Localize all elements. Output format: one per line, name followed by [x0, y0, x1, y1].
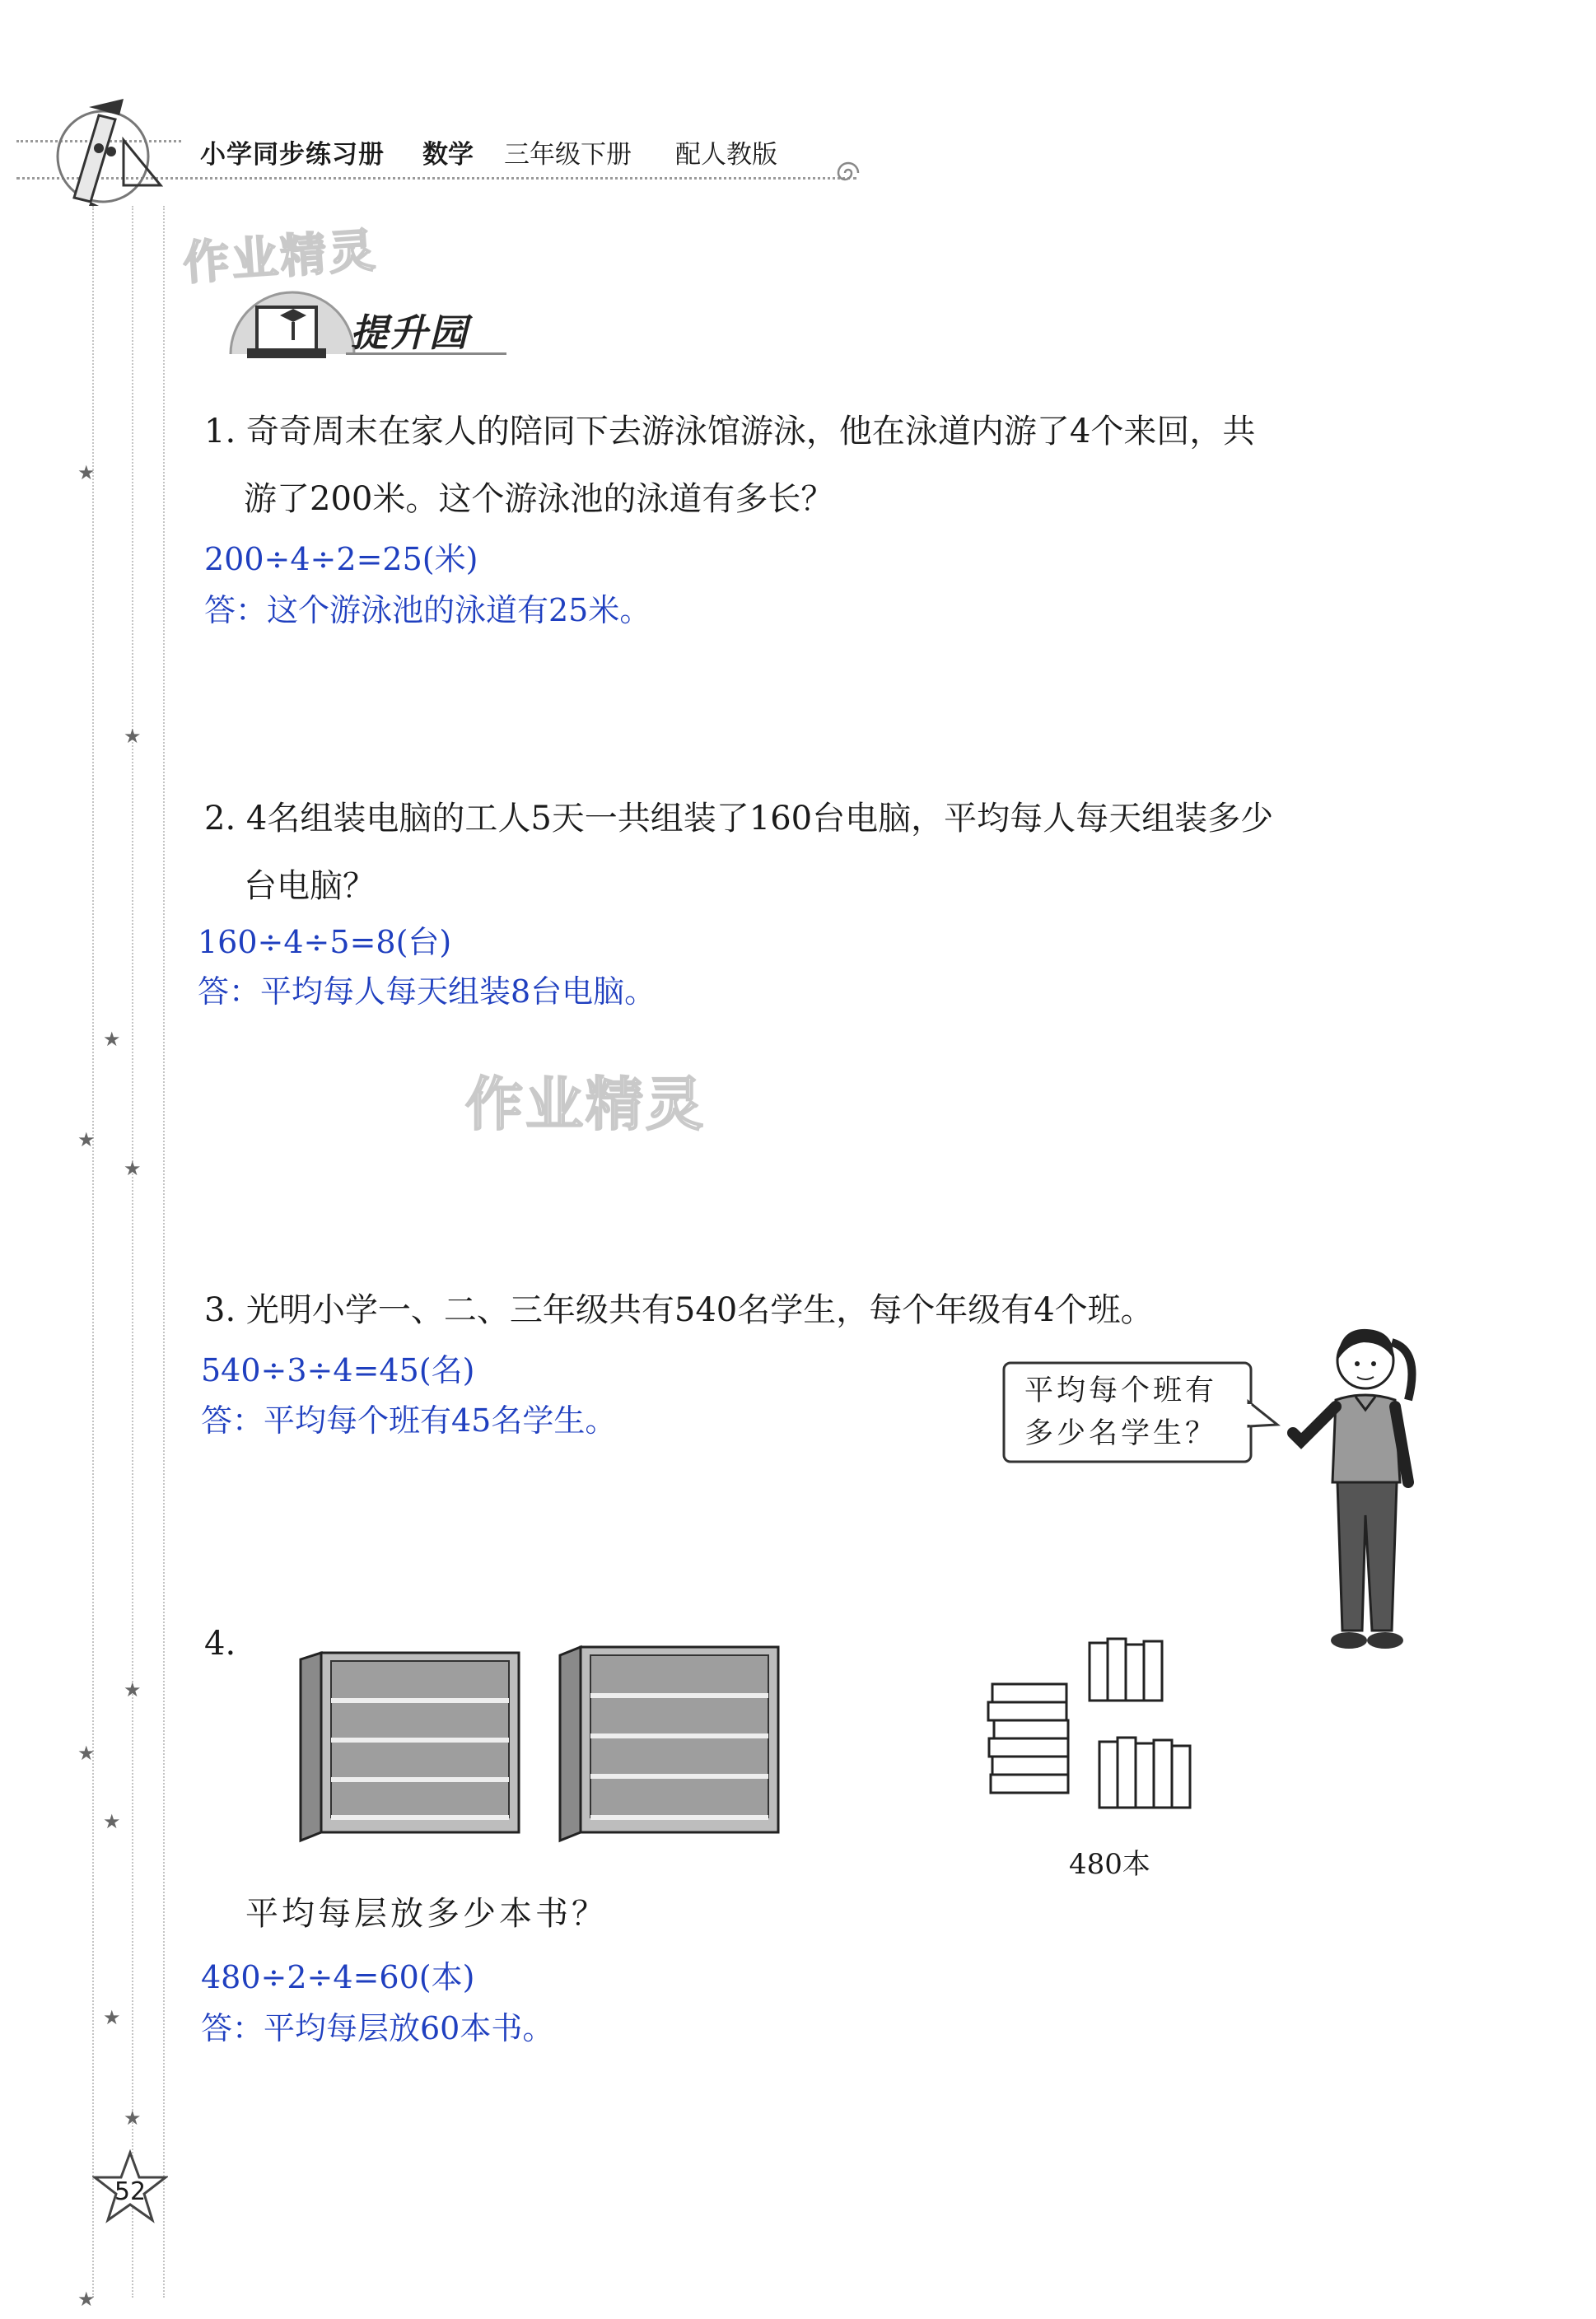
bubble-line-1: 平均每个班有	[1024, 1374, 1218, 1407]
star-icon: ★	[124, 725, 142, 748]
star-icon: ★	[77, 1128, 96, 1151]
question-3-answer: 答：平均每个班有45名学生。	[201, 1402, 617, 1439]
question-4-formula: 480÷2÷4=60(本)	[201, 1959, 475, 1995]
star-icon: ★	[103, 2006, 121, 2029]
star-icon: ★	[103, 1028, 121, 1051]
question-2-answer: 答：平均每人每天组装8台电脑。	[198, 973, 656, 1010]
question-1-line-1: 1. 奇奇周末在家人的陪同下去游泳馆游泳，他在泳道内游了4个来回，共	[204, 413, 1256, 450]
section-title: 提升园	[350, 310, 469, 355]
question-1-formula: 200÷4÷2=25(米)	[204, 541, 478, 577]
page-number: 52	[114, 2177, 147, 2206]
star-icon: ★	[124, 1157, 142, 1180]
subject-label: 数学	[422, 140, 474, 170]
bookshelf-right	[560, 1647, 778, 1841]
margin-dotted-line	[163, 206, 165, 2298]
margin-dotted-line	[92, 206, 94, 2298]
question-2-line-1: 2. 4名组装电脑的工人5天一共组装了160台电脑，平均每人每天组装多少	[204, 800, 1274, 838]
star-icon: ★	[77, 1742, 96, 1765]
star-icon: ★	[124, 2107, 142, 2130]
girl-figure	[1285, 1318, 1433, 1663]
grade-label: 三年级下册	[504, 140, 632, 170]
swirl-icon	[832, 156, 865, 189]
edition-label: 配人教版	[675, 140, 777, 170]
star-icon: ★	[103, 1810, 121, 1833]
books-caption: 480本	[1069, 1848, 1150, 1881]
question-1-line-2: 游了200米。这个游泳池的泳道有多长？	[244, 480, 834, 518]
pencil-mascot-icon	[25, 82, 189, 206]
star-icon: ★	[124, 1678, 142, 1701]
bookshelf-left	[301, 1653, 519, 1841]
section-badge-icon	[222, 276, 358, 375]
book-stacks-icon	[984, 1635, 1223, 1832]
question-3-formula: 540÷3÷4=45(名)	[201, 1352, 475, 1388]
question-2-formula: 160÷4÷5=8(台)	[198, 924, 452, 960]
question-1-answer: 答：这个游泳池的泳道有25米。	[204, 592, 651, 628]
star-icon: ★	[77, 461, 96, 484]
margin-dotted-line	[132, 206, 133, 2298]
question-4-number: 4.	[204, 1625, 236, 1663]
question-2-line-2: 台电脑？	[244, 867, 376, 905]
question-3-text: 3. 光明小学一、二、三年级共有540名学生，每个年级有4个班。	[204, 1291, 1154, 1329]
question-4-answer: 答：平均每层放60本书。	[201, 2010, 554, 2046]
watermark-top: 作业精灵	[181, 223, 380, 292]
question-4-prompt: 平均每层放多少本书？	[245, 1895, 608, 1933]
star-icon: ★	[77, 2288, 96, 2311]
watermark-middle: 作业精灵	[465, 1071, 706, 1138]
section-underline	[346, 352, 506, 355]
book-title: 小学同步练习册	[200, 140, 385, 170]
bookshelves-illustration	[296, 1643, 791, 1849]
bubble-line-2: 多少名学生？	[1024, 1417, 1218, 1450]
